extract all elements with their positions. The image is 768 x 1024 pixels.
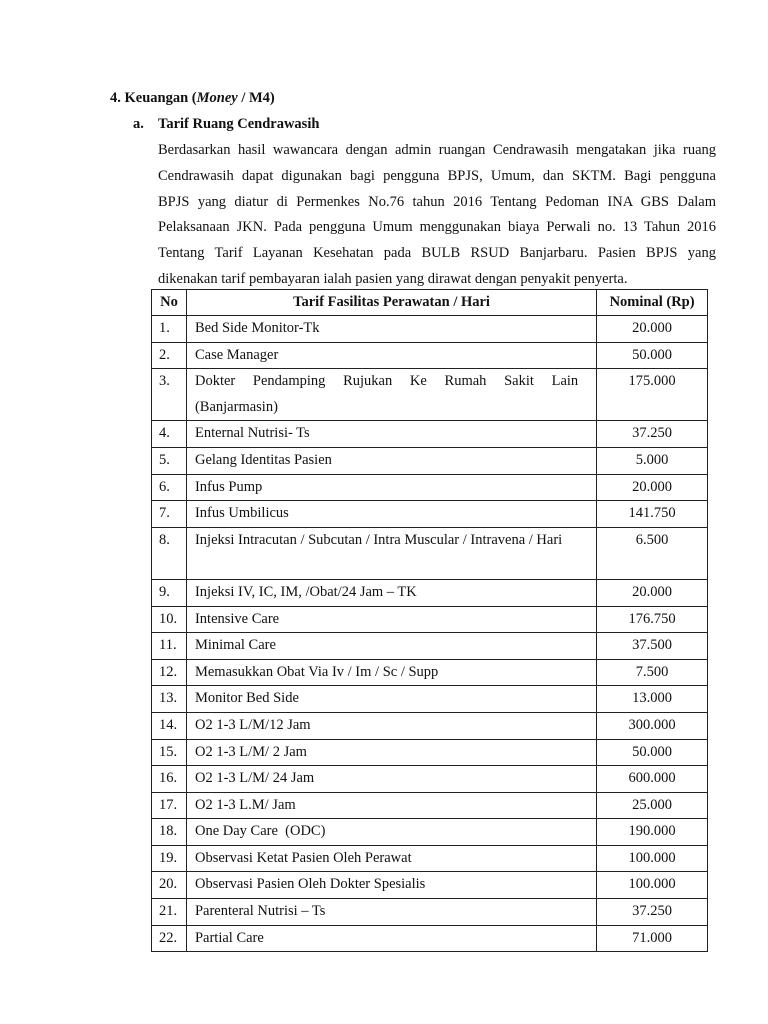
row-no: 12. — [152, 659, 187, 686]
table-row — [152, 606, 708, 633]
row-no: 16. — [152, 766, 187, 793]
subsection-title: Tarif Ruang Cendrawasih — [158, 116, 320, 132]
row-no: 11. — [152, 633, 187, 660]
table-row — [152, 712, 708, 739]
row-item: Case Manager — [186, 342, 596, 369]
row-item: Intensive Care — [186, 606, 596, 633]
header-no: No — [152, 290, 187, 316]
row-no: 10. — [152, 606, 187, 633]
row-item: Parenteral Nutrisi – Ts — [186, 899, 596, 926]
section-number: 4. — [110, 90, 121, 106]
row-nominal: 71.000 — [597, 925, 708, 952]
row-no: 21. — [152, 899, 187, 926]
table-row — [152, 659, 708, 686]
row-item: Observasi Pasien Oleh Dokter Spesialis — [186, 872, 596, 899]
section-title-suffix: / M4) — [237, 90, 275, 106]
row-no: 9. — [152, 579, 187, 606]
table-row — [152, 633, 708, 660]
table-row — [152, 316, 708, 343]
row-no: 7. — [152, 501, 187, 528]
row-nominal: 175.000 — [597, 369, 708, 421]
row-nominal: 20.000 — [597, 474, 708, 501]
row-nominal: 37.500 — [597, 633, 708, 660]
paragraph-line: Pelaksanaan JKN. Pada pengguna Umum menggunakan biaya Perwali no. 13 Tahun 2016 — [158, 219, 716, 236]
row-item: Injeksi Intracutan / Subcutan / Intra Muscular / Intravena / Hari — [186, 527, 596, 579]
row-no: 17. — [152, 792, 187, 819]
row-nominal: 190.000 — [597, 819, 708, 846]
table-row — [152, 447, 708, 474]
row-nominal: 5.000 — [597, 447, 708, 474]
paragraph-line: Cendrawasih dapat digunakan bagi pengguna BPJS, Umum, dan SKTM. Bagi pengguna — [158, 167, 716, 184]
row-nominal: 37.250 — [597, 899, 708, 926]
row-nominal: 300.000 — [597, 712, 708, 739]
table-row — [152, 686, 708, 713]
row-no: 14. — [152, 712, 187, 739]
section-heading — [110, 90, 275, 107]
row-nominal: 6.500 — [597, 527, 708, 579]
row-item: Infus Umbilicus — [186, 501, 596, 528]
row-nominal: 600.000 — [597, 766, 708, 793]
row-no: 5. — [152, 447, 187, 474]
row-item: Injeksi IV, IC, IM, /Obat/24 Jam – TK — [186, 579, 596, 606]
row-no: 4. — [152, 421, 187, 448]
section-title-prefix: Keuangan ( — [124, 90, 197, 106]
row-item: Dokter Pendamping Rujukan Ke Rumah Sakit Lain (Banjarmasin) — [186, 369, 596, 421]
row-nominal: 50.000 — [597, 342, 708, 369]
row-no: 8. — [152, 527, 187, 579]
table-row — [152, 845, 708, 872]
table-row — [152, 369, 708, 421]
table-row — [152, 925, 708, 952]
row-item: Gelang Identitas Pasien — [186, 447, 596, 474]
row-nominal: 20.000 — [597, 579, 708, 606]
row-item: Partial Care — [186, 925, 596, 952]
row-item: Enternal Nutrisi- Ts — [186, 421, 596, 448]
row-nominal: 176.750 — [597, 606, 708, 633]
row-nominal: 13.000 — [597, 686, 708, 713]
table-row — [152, 342, 708, 369]
header-item: Tarif Fasilitas Perawatan / Hari — [186, 290, 596, 316]
row-nominal: 37.250 — [597, 421, 708, 448]
table-row — [152, 819, 708, 846]
table-row — [152, 474, 708, 501]
row-nominal: 50.000 — [597, 739, 708, 766]
subsection-heading — [133, 116, 319, 133]
table-row — [152, 501, 708, 528]
table-row — [152, 899, 708, 926]
row-no: 13. — [152, 686, 187, 713]
table-row — [152, 527, 708, 579]
row-item: O2 1-3 L.M/ Jam — [186, 792, 596, 819]
row-item: Monitor Bed Side — [186, 686, 596, 713]
row-nominal: 100.000 — [597, 872, 708, 899]
row-item: Infus Pump — [186, 474, 596, 501]
row-no: 15. — [152, 739, 187, 766]
row-no: 1. — [152, 316, 187, 343]
header-nominal: Nominal (Rp) — [597, 290, 708, 316]
paragraph-line: Tentang Tarif Layanan Kesehatan pada BULB RSUD Banjarbaru. Pasien BPJS yang — [158, 245, 716, 262]
subsection-marker: a. — [133, 116, 144, 132]
paragraph-line: BPJS yang diatur di Permenkes No.76 tahun 2016 Tentang Pedoman INA GBS Dalam — [158, 193, 716, 210]
row-item: One Day Care (ODC) — [186, 819, 596, 846]
row-no: 6. — [152, 474, 187, 501]
row-no: 19. — [152, 845, 187, 872]
row-no: 2. — [152, 342, 187, 369]
section-title-emphasis: Money — [196, 90, 238, 106]
table-row — [152, 579, 708, 606]
row-no: 22. — [152, 925, 187, 952]
row-nominal: 141.750 — [597, 501, 708, 528]
row-nominal: 100.000 — [597, 845, 708, 872]
table-header-row — [152, 290, 708, 316]
row-item: Bed Side Monitor-Tk — [186, 316, 596, 343]
row-nominal: 25.000 — [597, 792, 708, 819]
table-row — [152, 792, 708, 819]
row-nominal: 20.000 — [597, 316, 708, 343]
row-no: 18. — [152, 819, 187, 846]
table-row — [152, 739, 708, 766]
row-item: Observasi Ketat Pasien Oleh Perawat — [186, 845, 596, 872]
row-no: 20. — [152, 872, 187, 899]
row-no: 3. — [152, 369, 187, 421]
table-row — [152, 766, 708, 793]
table-row — [152, 421, 708, 448]
tariff-table — [151, 289, 708, 952]
row-item: O2 1-3 L/M/ 24 Jam — [186, 766, 596, 793]
table-row — [152, 872, 708, 899]
paragraph-line: dikenakan tarif pembayaran ialah pasien yang dirawat dengan penyakit penyerta. — [158, 270, 628, 287]
paragraph-line: Berdasarkan hasil wawancara dengan admin ruangan Cendrawasih mengatakan jika ruang — [158, 142, 716, 158]
row-item: Memasukkan Obat Via Iv / Im / Sc / Supp — [186, 659, 596, 686]
intro-paragraph — [158, 138, 716, 293]
row-item: O2 1-3 L/M/12 Jam — [186, 712, 596, 739]
row-nominal: 7.500 — [597, 659, 708, 686]
row-item: Minimal Care — [186, 633, 596, 660]
row-item: O2 1-3 L/M/ 2 Jam — [186, 739, 596, 766]
